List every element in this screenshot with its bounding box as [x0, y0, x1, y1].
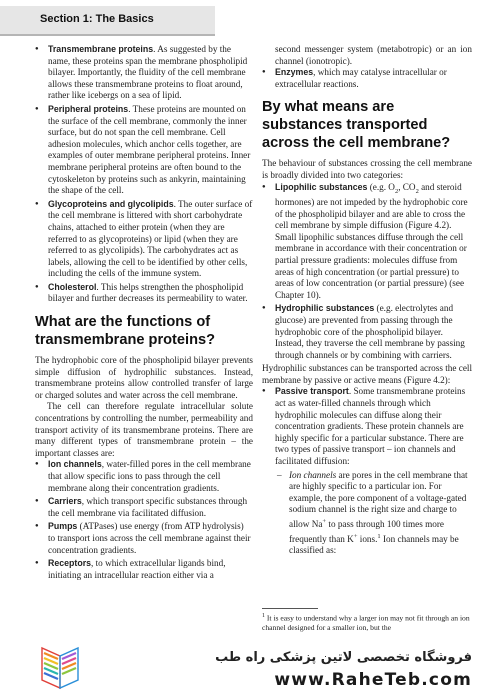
list-item: ● Hydrophilic substances (e.g. electrolytes and glucose) are prevented from passing through the hydrophobic core of the phospholipid bilayer. Instead, they traverse the cell membrane by passing through channels or by combining with carriers. [262, 303, 472, 361]
watermark-banner [0, 638, 500, 700]
left-column [35, 44, 253, 583]
protein-classes-list [35, 459, 253, 581]
paragraph: The hydrophobic core of the phospholipid bilayer prevents simple diffusion of hydrophilic substances. Instead, transmembrane proteins allow controlled transfer of large or charged solutes and water across the cell membrane. [35, 355, 253, 400]
substance-categories-list [262, 182, 472, 362]
footnote-divider [262, 608, 318, 609]
continuation-text: second messenger system (metabotropic) or an ion channel (ionotropic). [275, 44, 472, 66]
list-item: ● Pumps (ATPases) use energy (from ATP hydrolysis) to transport ions across the cell membrane against their concentration gradients. [35, 521, 253, 556]
section-tab [0, 6, 215, 36]
list-item: ● Cholesterol. This helps strengthen the phospholipid bilayer and further decreases its permeability to water. [35, 282, 253, 305]
list-item: ● Carriers, which transport specific substances through the cell membrane via facilitated diffusion. [35, 496, 253, 519]
footnote [262, 612, 474, 632]
right-column [262, 44, 472, 559]
list-item: ● Ion channels, water-filled pores in the cell membrane that allow specific ions to pass through the cell membrane along their concentration gradients. [35, 459, 253, 494]
rainbow-book-logo-icon [38, 644, 82, 694]
footnote-number: 1 [262, 613, 265, 619]
list-item: ● Receptors, to which extracellular ligands bind, initiating an intracellular reaction either via a [35, 558, 253, 581]
list-item: ● Peripheral proteins. These proteins are mounted on the surface of the cell membrane, commonly the inner surface, but do not span the cell membrane. Cell adhesion molecules, which anchor cells together, are examples of outer membrane peripheral proteins. Inner membrane peripheral proteins are often bound to the cytoskeleton by proteins such as ankyrin, maintaining the shape of the cell. [35, 104, 253, 197]
list-item: ● Transmembrane proteins. As suggested by the name, these proteins span the membrane phospholipid bilayer. Importantly, the fluidity of the cell membrane allows these transmembrane proteins to float around, rather like icebergs on a sea of lipid. [35, 44, 253, 102]
transport-list [262, 386, 472, 556]
list-item: ● Enzymes, which may catalyse intracellular or extracellular reactions. [262, 67, 472, 90]
enzymes-list [262, 67, 472, 90]
sub-list-item: – Ion channels are pores in the cell membrane that are highly specific to a particular ion. For example, the pore component of a voltage-gated sodium channel is the right size and charge to allow Na+ to pass through 100 times more frequently than K+ ions.$^1$ Ion channels may be classified as: [275, 470, 472, 557]
paragraph: The cell can therefore regulate intracellular solute concentrations by controlling the number, permeability and transport activity of its transmembrane proteins. There are many different types of transmembrane protein – the important classes are: [35, 401, 253, 458]
membrane-components-list [35, 44, 253, 305]
section-heading: What are the functions of transmembrane proteins? [35, 314, 216, 349]
section-heading: By what means are substances transported across the cell membrane? [262, 99, 451, 152]
page-header [0, 0, 500, 38]
paragraph: Hydrophilic substances can be transported across the cell membrane by passive or active means (Figure 4.2): [262, 363, 472, 385]
list-item: ● Lipophilic substances (e.g. $O_2$, $CO_2$ and steroid hormones) are not impeded by the hydrophobic core of the phospholipid bilayer and are able to cross the cell membrane by simple diffusion (Figure 4.2). Small lipophilic substances diffuse through the cell membrane in accordance with their concentration or partial pressure gradients: molecules diffuse from areas of high concentration (or partial pressure) to areas of low concentration (or partial pressure) (see Chapter 10). [262, 182, 472, 302]
section-title: Section 1: The Basics [40, 13, 154, 25]
watermark-persian-text: فروشگاه تخصصی لاتین پزشکی راه طب [215, 650, 472, 665]
footnote-text: It is easy to understand why a larger ion may not fit through an ion channel designed for a smaller ion, but the [262, 613, 470, 632]
watermark-url: www.RaheTeb.com [274, 670, 472, 690]
passive-transport-sublist [275, 470, 472, 557]
list-item: ● Glycoproteins and glycolipids. The outer surface of the cell membrane is littered with short carbohydrate chains, attached to either protein (when they are referred to as glycoproteins) or lipid (when they are referred to as glycolipids). The carbohydrates act as labels, allowing the cell to be identified by other cells, including the cells of the immune system. [35, 199, 253, 280]
paragraph: The behaviour of substances crossing the cell membrane is broadly divided into two categories: [262, 158, 472, 180]
list-item: ● Passive transport. Some transmembrane proteins act as water-filled channels through which hydrophilic molecules can diffuse along their concentration gradients. These protein channels are highly specific for a particular substance. There are two types of passive transport – ion channels and facilitated diffusion: – Ion channels are pores in the cell membrane that are highly specific to a particular ion. For example, the pore component of a voltage-gated sodium channel is the right size and charge to allow Na+ to pass through 100 times more frequently than K+ ions.$^1$ Ion channels may be classified as: [262, 386, 472, 556]
